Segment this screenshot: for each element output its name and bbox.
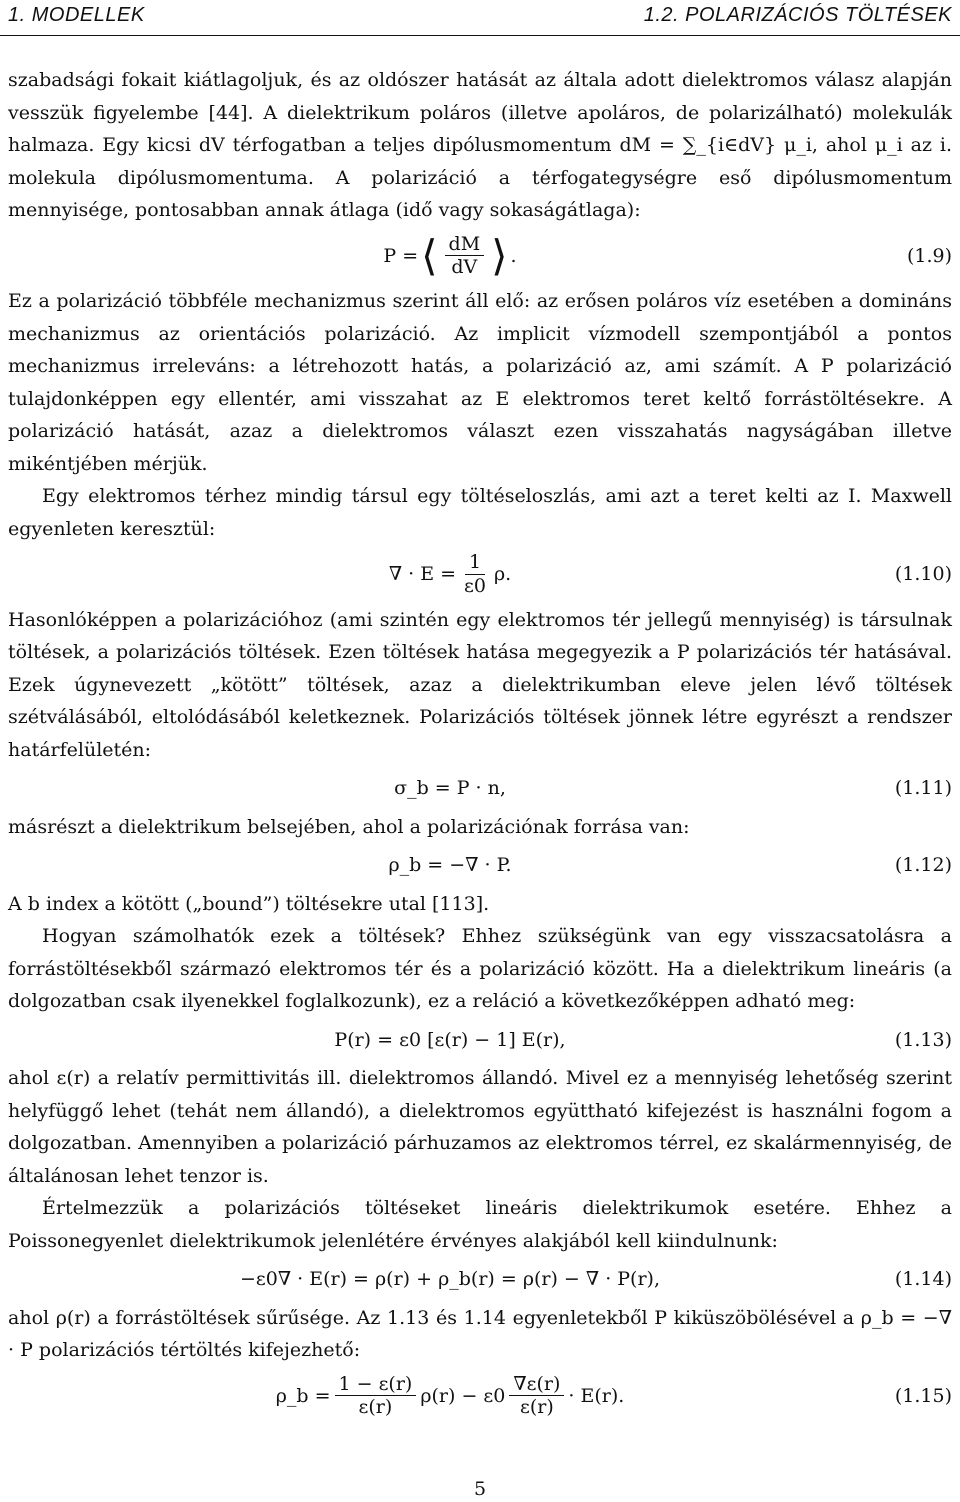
paragraph-1: szabadsági fokait kiátlagoljuk, és az oldószer hatását az általa adott dielektromos válasz alapján vesszük figyelembe [44]. A dielektrikum poláros (illetve apoláros, de polarizálható) molekulák halmaza. Egy kicsi dV térfogatban a teljes dipólusmomentum dM = ∑_{i∈dV} μ_i, ahol μ_i az i. molekula dipólusmomentuma. A polarizáció a térfogategységre eső dipólusmomentum mennyisége, pontosabban annak átlaga (idő vagy sokaságátlaga): [8, 69, 952, 221]
paragraph-4: Hasonlóképpen a polarizációhoz (ami szintén egy elektromos tér jellegű mennyiség) is társulnak töltések, a polarizációs töltések. Ezen töltések hatása megegyezik a P polarizációs tér hatásával. Ezek úgynevezett „kötött” töltések, azaz a dielektrikumban eleve jelen lévő töltések szétválásából, eltolódásából keletkeznek. Polarizációs töltések jönnek létre egyrészt a rendszer határfelületén: [8, 608, 952, 761]
running-header [8, 4, 952, 32]
eq-1-15-tail: · E(r). [568, 1384, 625, 1407]
eq-1-10-number: (1.10) [894, 563, 952, 586]
eq-1-13-number: (1.13) [894, 1028, 952, 1051]
equation-1-9 [8, 230, 952, 280]
equation-1-10 [8, 551, 952, 598]
header-chapter: 1. MODELLEK [8, 4, 145, 26]
paragraph-5: másrészt a dielektrikum belsejében, ahol a polarizációnak forrása van: [8, 815, 690, 838]
paragraph-9: Értelmezzük a polarizációs töltéseket lineáris dielektrikumok esetére. Ehhez a Poissonegyenlet dielektrikumok jelenlétére érvényes alakjából kell kiindulnunk: [8, 1197, 952, 1252]
paragraph-10: ahol ρ(r) a forrástöltések sűrűsége. Az 1.13 és 1.14 egyenletekből P kiküszöbölésével a ρ_b = −∇ · P polarizációs tértöltés kifejezhető: [8, 1306, 952, 1362]
eq-1-9-denominator: dV [451, 256, 478, 279]
header-section: 1.2. POLARIZÁCIÓS TÖLTÉSEK [643, 4, 952, 26]
eq-1-15-denominator-2: ε(r) [519, 1396, 554, 1419]
left-angle-bracket-icon: ⟨ [421, 230, 438, 280]
eq-1-10-numerator: 1 [465, 551, 485, 575]
equation-1-13 [8, 1024, 952, 1057]
eq-1-15-numerator-1: 1 − ε(r) [335, 1373, 417, 1397]
eq-1-15-middle: ρ(r) − ε0 [420, 1384, 506, 1407]
eq-1-10-denominator: ε0 [464, 574, 486, 597]
equation-1-11 [8, 772, 952, 805]
eq-1-10-fraction [460, 551, 490, 598]
eq-1-9-tail: . [510, 244, 517, 267]
eq-1-15-lhs: ρ_b = [275, 1384, 331, 1407]
eq-1-11-number: (1.11) [894, 777, 952, 800]
eq-1-10-lhs: ∇ · E = [388, 563, 457, 586]
eq-1-15-fraction-1 [335, 1373, 417, 1420]
eq-1-9-number: (1.9) [906, 244, 952, 267]
paragraph-2: Ez a polarizáció többféle mechanizmus szerint áll elő: az erősen poláros víz esetében a domináns mechanizmus az orientációs polarizáció. Az implicit vízmodell szempontjából a pontos mechanizmus irreleváns: a létrehozott hatás, a polarizáció az, ami számít. A P polarizáció tulajdonképpen egy ellentér, ami visszahat az E elektromos teret keltő forrástöltésekre. A polarizáció hatását, azaz a dielektromos választ ezen visszahatás nagyságában illetve mikéntjében mérjük. [8, 290, 952, 475]
page-number: 5 [473, 1478, 487, 1500]
eq-1-15-fraction-2 [509, 1373, 564, 1420]
eq-1-15-numerator-2: ∇ε(r) [509, 1373, 564, 1397]
paragraph-3: Egy elektromos térhez mindig társul egy töltéseloszlás, ami azt a teret kelti az I. Maxwell egyenleten keresztül: [8, 485, 952, 540]
paragraph-8: ahol ε(r) a relatív permittivitás ill. dielektromos állandó. Mivel ez a mennyiség lehetőség szerint helyfüggő lehet (tehát nem állandó), a dielektromos együttható kifejezést is használni fogom a dolgozatban. Amennyiben a polarizáció párhuzamos az elektromos térrel, ez skalármennyiség, de általánosan lehet tenzor is. [8, 1067, 952, 1187]
eq-1-13-body: P(r) = ε0 [ε(r) − 1] E(r), [334, 1028, 566, 1051]
equation-1-12 [8, 849, 952, 882]
paragraph-7: Hogyan számolhatók ezek a töltések? Ehhez szükségünk van egy visszacsatolásra a forrástöltésekből származó elektromos tér és a polarizáció között. Ha a dielektrikum lineáris (a dolgozatban csak ilyenekkel foglalkozunk), ez a reláció a következőképpen adható meg: [8, 925, 952, 1013]
eq-1-12-body: ρ_b = −∇ · P. [388, 854, 512, 877]
right-angle-bracket-icon: ⟩ [491, 230, 508, 280]
eq-1-9-fraction [445, 233, 485, 280]
eq-1-14-number: (1.14) [894, 1268, 952, 1291]
equation-1-14 [8, 1263, 952, 1296]
equation-1-15 [8, 1373, 952, 1420]
eq-1-15-number: (1.15) [894, 1384, 952, 1407]
eq-1-12-number: (1.12) [894, 854, 952, 877]
eq-1-9-lhs: P = [383, 244, 419, 267]
header-rule [0, 35, 960, 36]
paragraph-6: A b index a kötött („bound”) töltésekre utal [113]. [8, 892, 490, 915]
body-text [8, 64, 952, 1425]
eq-1-9-numerator: dM [445, 233, 485, 257]
eq-1-15-denominator-1: ε(r) [358, 1396, 393, 1419]
eq-1-11-body: σ_b = P · n, [394, 777, 506, 800]
eq-1-10-tail: ρ. [493, 563, 512, 586]
eq-1-14-body: −ε0∇ · E(r) = ρ(r) + ρ_b(r) = ρ(r) − ∇ · P(r), [239, 1268, 661, 1291]
